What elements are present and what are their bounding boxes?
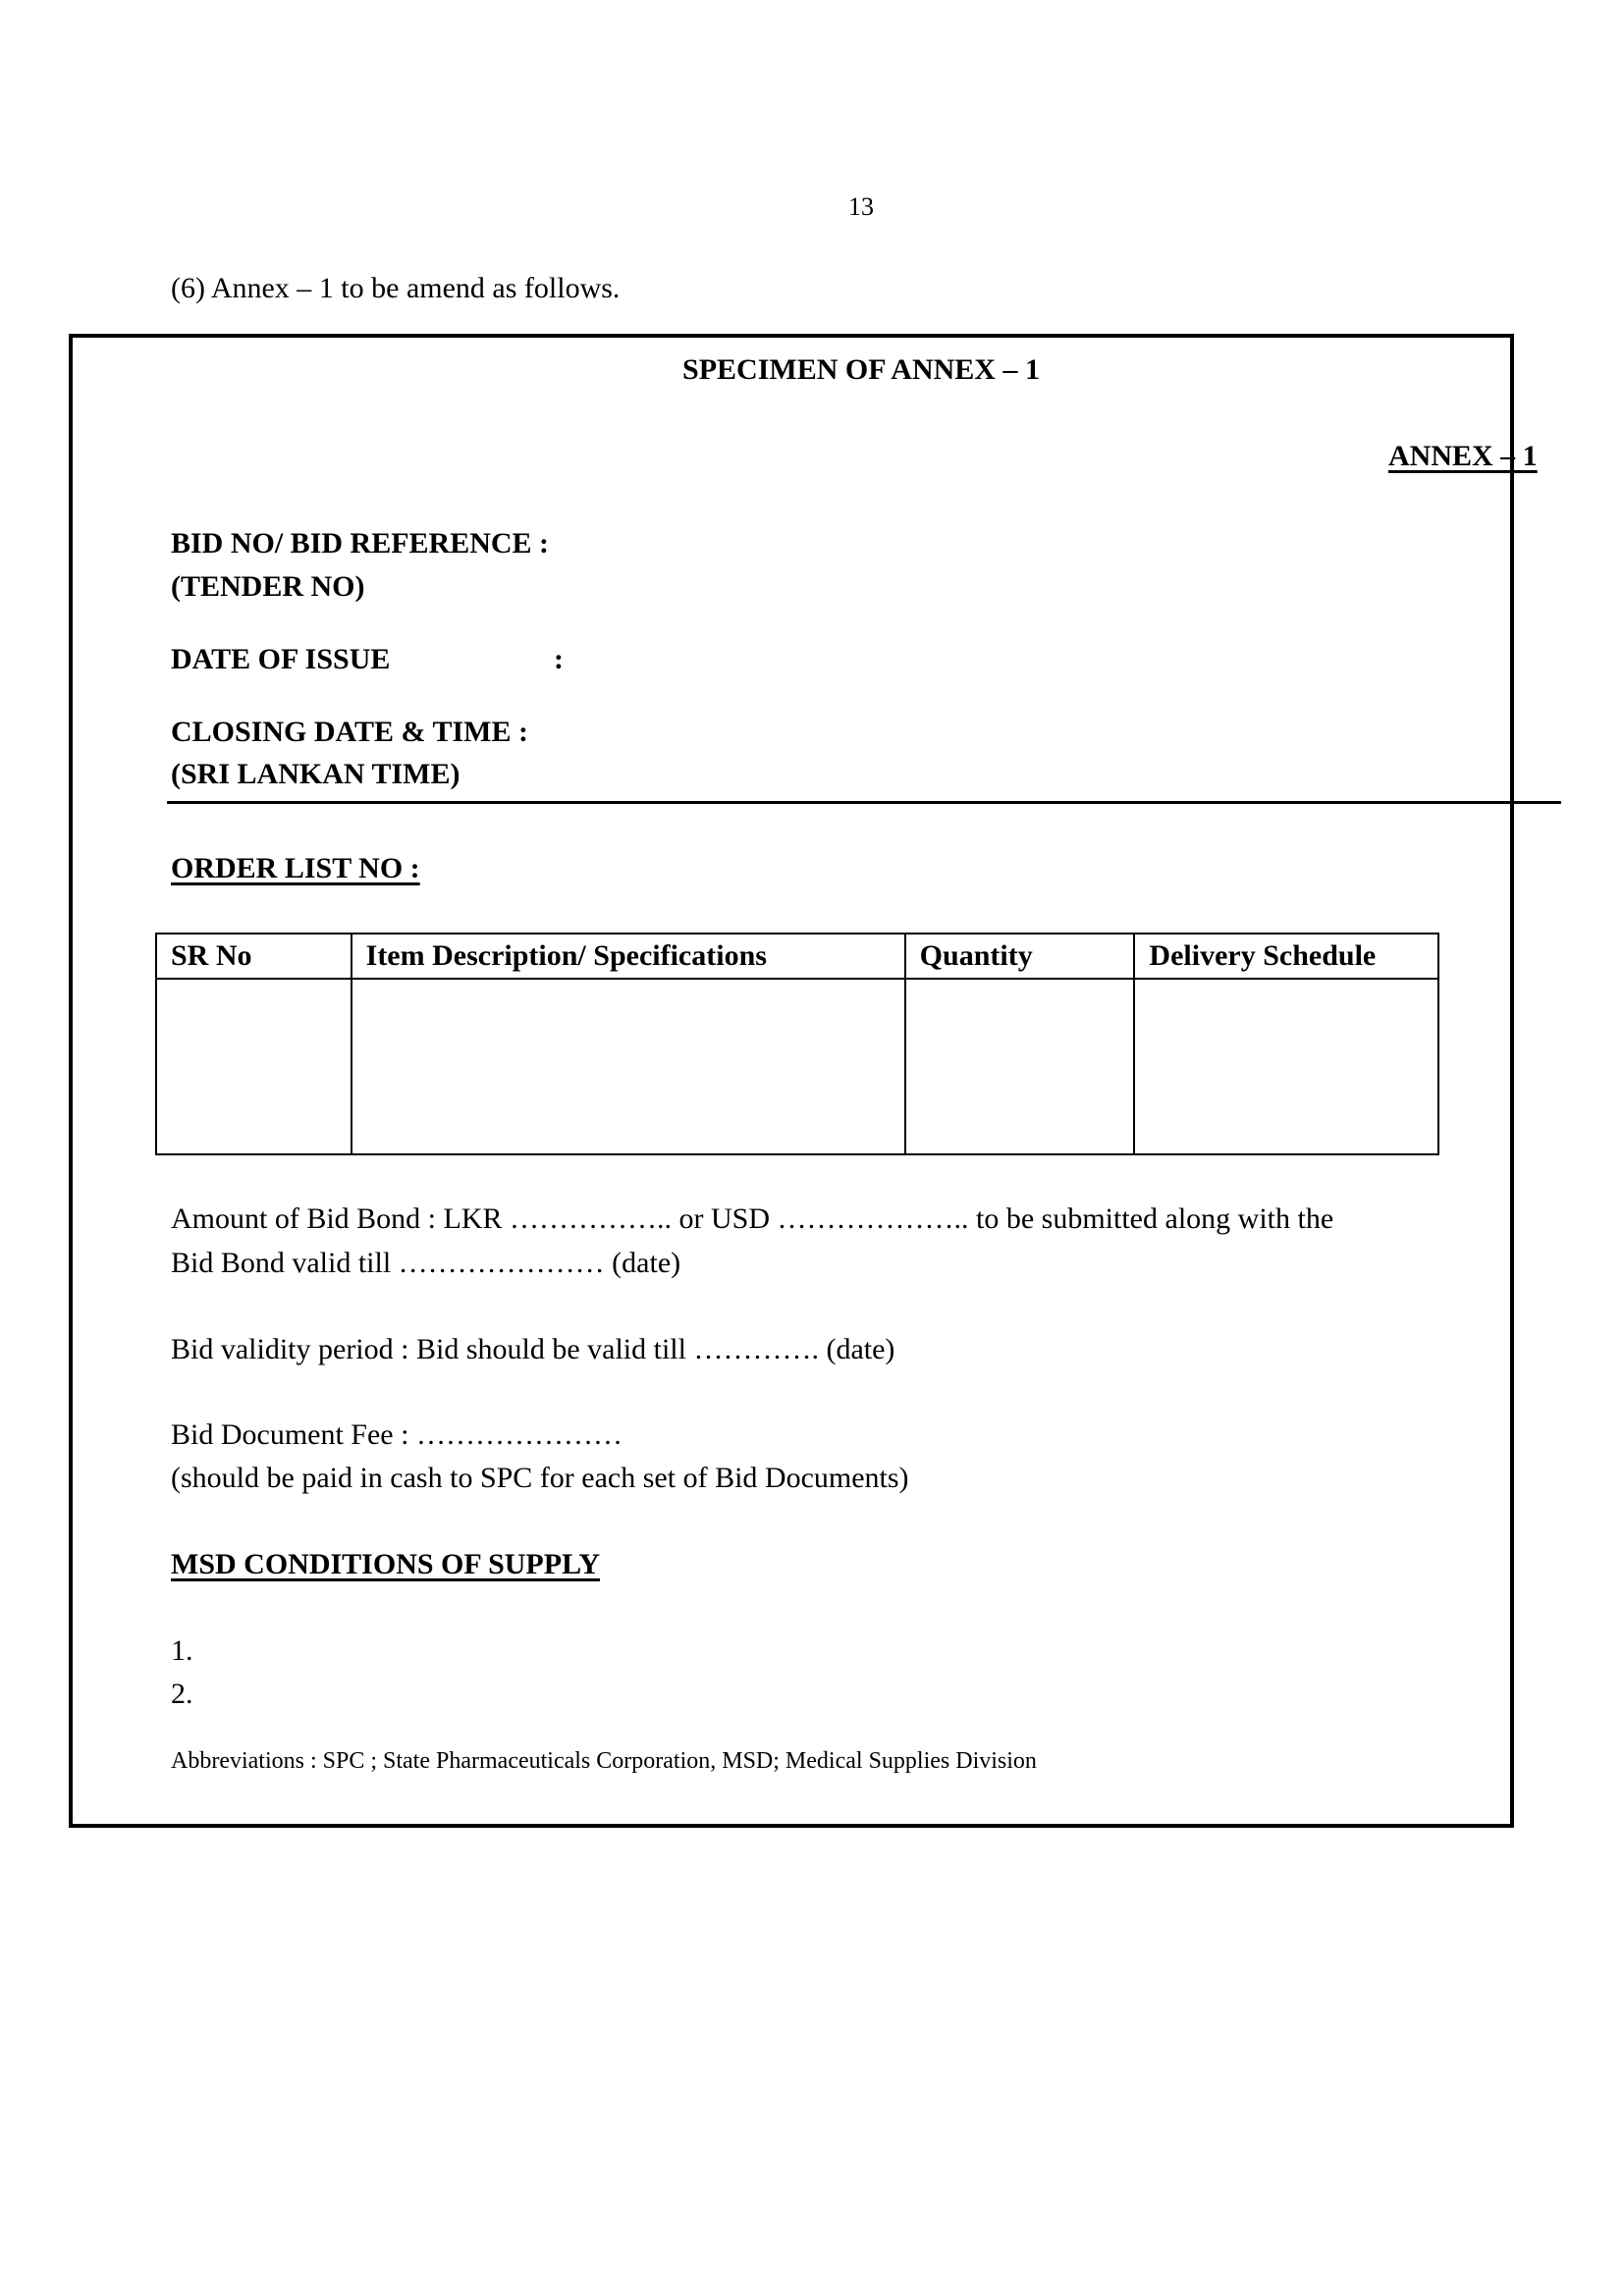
table-cell [352,979,905,1154]
column-header: Delivery Schedule [1134,934,1438,979]
date-of-issue-label: DATE OF ISSUE [171,643,391,675]
order-table [155,933,1439,1155]
date-of-issue-colon: : [554,643,564,675]
table-header-row [156,934,1438,979]
fee-payment-note: (should be paid in cash to SPC for each set of Bid Documents) [171,1462,909,1494]
table-cell [1134,979,1438,1154]
column-header: Quantity [905,934,1135,979]
table-cell [156,979,352,1154]
specimen-title: SPECIMEN OF ANNEX – 1 [682,353,1040,386]
bid-bond-validity: Bid Bond valid till ………………… (date) [171,1247,681,1279]
condition-item: 2. [171,1678,193,1710]
bid-validity-period: Bid validity period : Bid should be valid till …………. (date) [171,1333,895,1365]
annex-label: ANNEX – 1 [1388,440,1538,472]
table-row [156,979,1438,1154]
header-divider [167,801,1561,804]
sri-lankan-time-label: (SRI LANKAN TIME) [171,758,460,790]
abbreviations-note: Abbreviations : SPC ; State Pharmaceuticals Corporation, MSD; Medical Supplies Division [171,1748,1037,1774]
bid-document-fee: Bid Document Fee : ………………… [171,1418,623,1451]
amendment-intro: (6) Annex – 1 to be amend as follows. [171,272,621,304]
page-number: 13 [848,192,874,221]
bid-bond-amount: Amount of Bid Bond : LKR …………….. or USD ……………….. to be submitted along with the [171,1202,1334,1235]
bid-no-label: BID NO/ BID REFERENCE : [171,527,550,560]
conditions-heading: MSD CONDITIONS OF SUPPLY [171,1548,601,1580]
tender-no-label: (TENDER NO) [171,570,365,603]
column-header: Item Description/ Specifications [352,934,905,979]
condition-item: 1. [171,1634,193,1667]
table-cell [905,979,1135,1154]
column-header: SR No [156,934,352,979]
order-list-heading: ORDER LIST NO : [171,852,420,884]
closing-date-label: CLOSING DATE & TIME : [171,716,528,748]
